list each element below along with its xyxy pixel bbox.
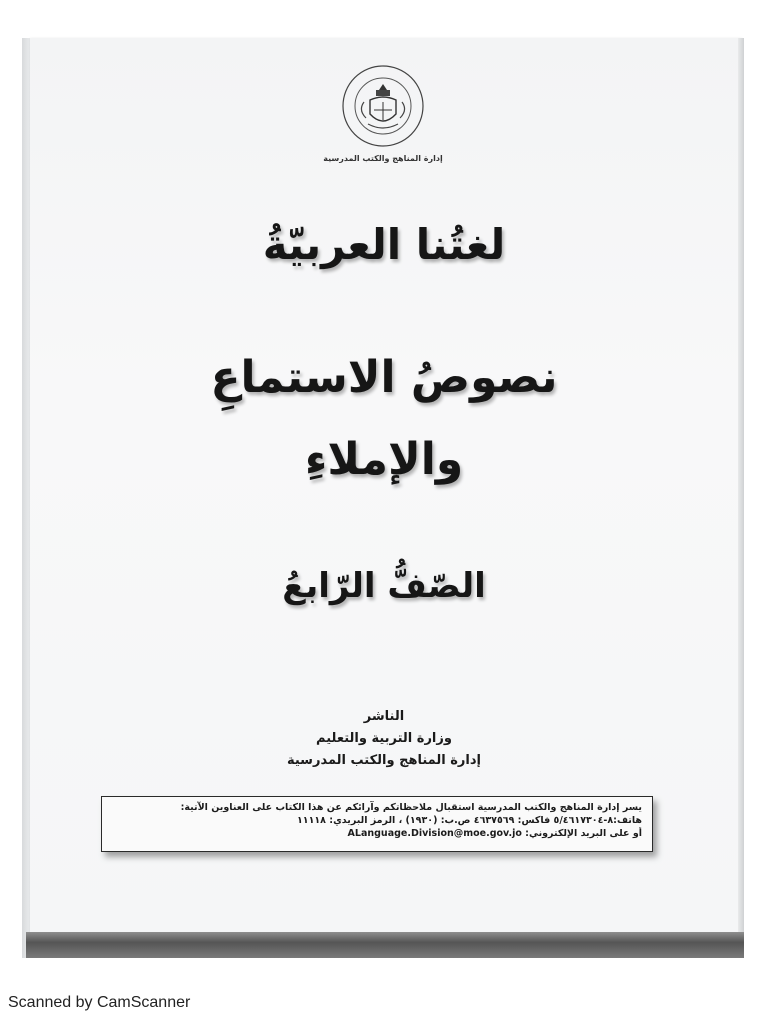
- scan-right-edge: [738, 38, 744, 938]
- contact-notice-box: [101, 796, 653, 852]
- scanner-credit: Scanned by CamScanner: [8, 994, 191, 1011]
- scan-bottom-edge: [26, 932, 744, 958]
- grade-label: الصّفُّ الرّابعُ: [282, 566, 486, 606]
- publisher-block: [200, 706, 568, 772]
- notice-email: أو على البريد الإلكتروني: ALanguage.Division@moe.gov.jo: [347, 828, 642, 839]
- book-subtitle-line2: والإملاءِ: [304, 434, 464, 485]
- crest-icon: [340, 58, 426, 154]
- ministry-seal: [340, 58, 426, 168]
- notice-phone-fax: هاتف:٨-٥/٤٦١٧٣٠٤ فاكس: ٤٦٣٧٥٦٩ ص.ب: (١٩٣٠) ، الرمز البريدي: ١١١١٨: [296, 815, 642, 826]
- publisher-department: إدارة المناهج والكتب المدرسية: [286, 753, 481, 768]
- publisher-ministry: وزارة التربية والتعليم: [316, 731, 452, 746]
- notice-intro: يسر إدارة المناهج والكتب المدرسية استقبال ملاحظاتكم وآرائكم عن هذا الكتاب على العناوين الآتية:: [180, 802, 642, 813]
- book-series-title: لغتُنا العربيّةُ: [262, 220, 506, 269]
- seal-caption: إدارة المناهج والكتب المدرسية: [323, 154, 443, 163]
- book-subtitle-line1: نصوصُ الاستماعِ: [210, 352, 558, 403]
- publisher-label: الناشر: [363, 709, 405, 724]
